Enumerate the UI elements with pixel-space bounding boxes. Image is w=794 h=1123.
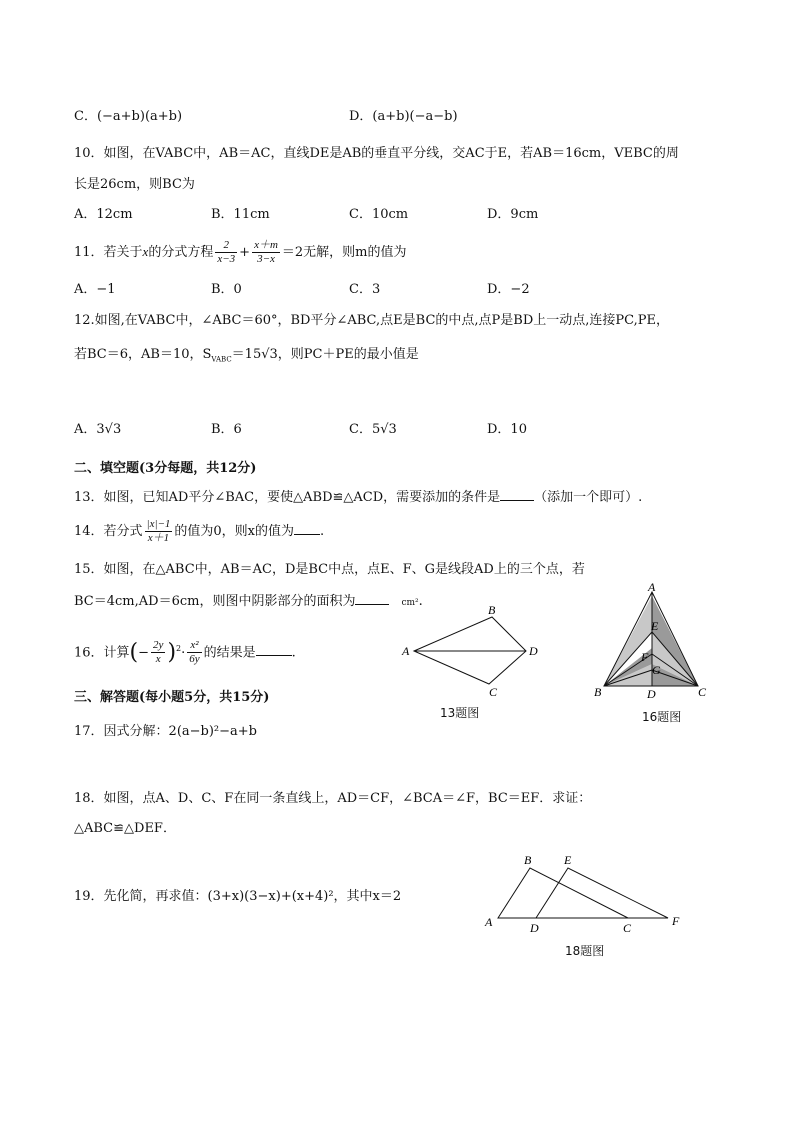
fig18-label-c: C — [623, 921, 632, 935]
q10-option-b: B．11cm — [211, 207, 270, 222]
fig16-label-f: F — [641, 650, 649, 664]
q16-answer-blank — [256, 643, 292, 656]
fig16-label-a: A — [648, 582, 656, 594]
q16-f1-num: 2y — [153, 639, 164, 652]
fig13-label-a: A — [402, 644, 410, 658]
q16-fraction-2 — [187, 639, 201, 666]
q13-text — [74, 488, 642, 507]
fig18-caption: 18题图 — [565, 944, 605, 958]
q14-f-den: x＋1 — [147, 532, 170, 544]
fig16-label-b: B — [594, 685, 602, 699]
q16-open-paren: ( — [129, 639, 139, 665]
section-2-heading: 二、填空题(3分每题，共12分) — [74, 461, 257, 476]
fig13-label-c: C — [489, 685, 498, 699]
q15-line2-a: BC＝4cm,AD＝6cm，则图中阴影部分的面积为 — [74, 594, 356, 609]
q15-text-line1: 15．如图，在△ABC中，AB＝AC，D是BC中点，点E、F、G是线段AD上的三个点，若 — [74, 562, 585, 577]
q16-dot: · — [181, 645, 186, 661]
q11-fraction-1 — [215, 239, 237, 266]
q13-answer-blank — [500, 488, 534, 501]
q11-plus: + — [239, 245, 251, 260]
q15-end: . — [418, 594, 423, 609]
q14-answer-blank — [294, 522, 320, 535]
q16-text — [74, 632, 296, 670]
q10-text-line2: 长是26cm，则BC为 — [74, 177, 195, 192]
q16-text-b: 的结果是 — [203, 645, 256, 661]
fig13-caption: 13题图 — [440, 706, 480, 720]
q16-text-a: 16．计算 — [74, 645, 130, 661]
q9-option-d: D．(a+b)(−a−b) — [349, 109, 458, 124]
section-3-heading: 三、解答题(每小题5分，共15分) — [74, 690, 270, 705]
q16-text-c: . — [291, 645, 296, 661]
q16-fraction-1 — [151, 639, 165, 666]
q12-option-d: D．10 — [487, 422, 527, 437]
q14-text-b: 的值为0，则x的值为 — [174, 524, 295, 539]
figure-13 — [396, 600, 546, 700]
q17-text: 17．因式分解：2(a−b)²−a+b — [74, 724, 257, 739]
q10-option-a: A．12cm — [74, 207, 133, 222]
q18-text-line2: △ABC≌△DEF． — [74, 821, 176, 836]
q11-fraction-2 — [252, 239, 280, 266]
figure-16 — [590, 582, 720, 700]
q10-option-d: D．9cm — [487, 207, 539, 222]
q11-prefix: 11．若关于 — [74, 245, 143, 260]
q11-text — [74, 236, 407, 269]
q12-option-a: A．3√3 — [74, 422, 122, 437]
fig18-label-b: B — [524, 853, 532, 867]
q15-answer-blank — [355, 592, 389, 605]
fig13-label-b: B — [488, 603, 496, 617]
q16-f1-den: x — [155, 653, 161, 666]
q15-text-line2 — [74, 592, 423, 612]
fig18-triangle-def — [536, 868, 668, 918]
q11-option-a: A．−1 — [74, 282, 116, 297]
q11-suffix: ＝2无解，则m的值为 — [281, 245, 407, 260]
q11-mid: 的分式方程 — [148, 245, 214, 260]
q11-f1-den: x−3 — [217, 253, 236, 265]
q16-f2-den: 6y — [189, 653, 200, 666]
q12-area-subscript: VABC — [211, 355, 232, 364]
q19-text: 19．先化简，再求值：(3+x)(3−x)+(x+4)²，其中x＝2 — [74, 889, 402, 904]
q10-text-line1: 10．如图，在VABC中，AB＝AC，直线DE是AB的垂直平分线，交AC于E，若AB＝16cm，VEBC的周 — [74, 146, 679, 161]
fig13-label-d: D — [529, 644, 538, 658]
q14-text-c: . — [320, 524, 325, 539]
q13-text-b: （添加一个即可）. — [534, 490, 643, 505]
q16-close-paren: ) — [167, 639, 177, 665]
q16-minus: − — [138, 645, 150, 661]
q12-option-c: C．5√3 — [349, 422, 397, 437]
q14-text-a: 14．若分式 — [74, 524, 143, 539]
q11-f2-den: 3−x — [257, 253, 275, 265]
fig16-caption: 16题图 — [642, 710, 682, 724]
q12-line2-a: 若BC＝6，AB＝10，S — [74, 347, 212, 362]
q12-option-b: B．6 — [211, 422, 242, 437]
q14-fraction — [145, 518, 173, 545]
q12-line2-b: ＝15√3，则PC＋PE的最小值是 — [231, 347, 419, 362]
q11-option-b: B．0 — [211, 282, 242, 297]
figure-18 — [478, 848, 688, 936]
q9-option-c: C．(−a+b)(a+b) — [74, 109, 183, 124]
q11-f2-num: x＋m — [254, 239, 278, 251]
q16-f2-num: x² — [187, 639, 201, 653]
fig16-label-c: C — [698, 685, 707, 699]
fig16-label-g: G — [652, 663, 661, 677]
q18-text-line1: 18．如图，点A、D、C、F在同一条直线上，AD＝CF，∠BCA＝∠F，BC＝EF．求证： — [74, 791, 592, 806]
q10-option-c: C．10cm — [349, 207, 409, 222]
fig18-label-f: F — [672, 914, 680, 928]
q14-text — [74, 516, 324, 548]
fig16-label-d: D — [647, 687, 656, 700]
fig18-label-d: D — [530, 921, 539, 935]
q16-exponent: 2 — [176, 644, 182, 653]
q14-f-num: |x|−1 — [146, 518, 171, 530]
q11-var: x — [142, 244, 149, 259]
q11-f1-num: 2 — [215, 239, 237, 253]
fig18-label-e: E — [564, 853, 572, 867]
q13-text-a: 13．如图，已知AD平分∠BAC，要使△ABD≌△ACD，需要添加的条件是 — [74, 490, 501, 505]
q12-text-line1: 12.如图,在VABC中，∠ABC＝60°，BD平分∠ABC,点E是BC的中点,点P是BD上一动点,连接PC,PE， — [74, 313, 669, 328]
fig18-label-a: A — [485, 915, 493, 929]
q15-unit: cm² — [401, 598, 419, 608]
fig16-label-e: E — [651, 619, 659, 633]
q11-option-c: C．3 — [349, 282, 381, 297]
q12-text-line2 — [74, 346, 419, 369]
q11-option-d: D．−2 — [487, 282, 530, 297]
